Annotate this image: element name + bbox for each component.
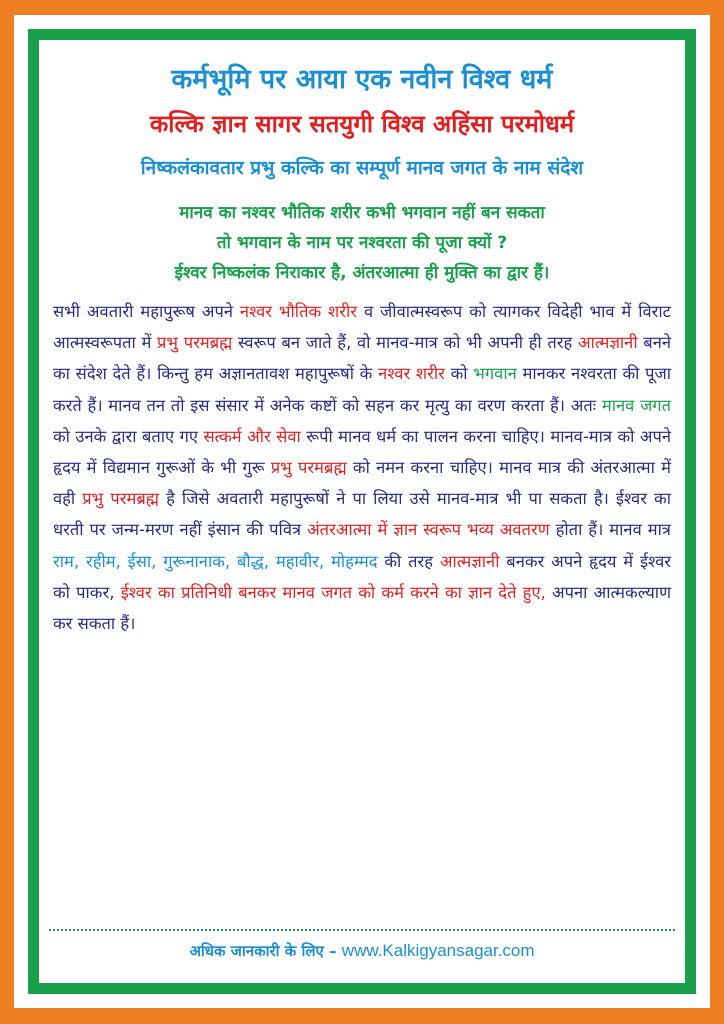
poster-content [49, 50, 675, 975]
headline-new-world-religion: कर्मभूमि पर आया एक नवीन विश्व धर्म [171, 64, 553, 95]
white-border [14, 15, 710, 1008]
footer-divider [49, 929, 675, 931]
body-text-segment: होता हैं। मानव मात्र [549, 520, 671, 540]
subheading-line-1: मानव का नश्वर भौतिक शरीर कभी भगवान नहीं बन सकता [179, 203, 545, 223]
body-text-segment: को [444, 364, 474, 384]
body-highlight: प्रभु परमब्रह्म [82, 489, 159, 509]
body-highlight: नश्वर भौतिक शरीर [239, 302, 358, 321]
subheading-line-2: तो भगवान के नाम पर नश्वरता की पूजा क्यों ? [216, 233, 508, 253]
body-text-segment: सभी अवतारी महापुरूष अपने [53, 302, 240, 321]
body-text-segment: को उनके द्वारा बताए गए [53, 426, 204, 446]
body-highlight: प्रभु परमब्रह्म [157, 333, 233, 353]
body-text-segment: की तरह [377, 551, 440, 571]
body-paragraph [49, 296, 675, 639]
green-frame [28, 29, 696, 994]
body-text-segment: बनकर अपने हृदय में ईश्वर को पाकर, [53, 551, 671, 602]
body-text-segment: अपना आत्मकल्याण कर सकता हैं। [53, 582, 672, 634]
footer-website-link[interactable]: www.Kalkigyansagar.com [341, 941, 535, 960]
subheading [49, 198, 675, 288]
footer-label: अधिक जानकारी के लिए – [189, 942, 337, 960]
body-highlight: आत्मज्ञानी [577, 333, 638, 353]
body-text-segment: व जीवात्मस्वरूप को त्यागकर विदेही भाव में विराट आत्मस्वरूपता में [53, 302, 671, 353]
body-highlight-names: राम, रहीम, ईसा, गुरूनानाक, बौद्ध, महावीर, मोहम्मद [53, 551, 378, 571]
body-text-segment: बनने का संदेश देते हैं। किन्तु हम अज्ञानतावश महापुरूषों के [53, 333, 672, 384]
body-highlight: प्रभु परमब्रह्म [270, 458, 347, 478]
headline-kalki-gyan-sagar: कल्कि ज्ञान सागर सतयुगी विश्व अहिंसा परमोधर्म [149, 110, 575, 138]
body-highlight: मानव जगत [601, 395, 672, 415]
subheading-line-3: ईश्वर निष्कलंक निराकार है, अंतरआत्मा ही मुक्ति का द्वार हैं। [174, 263, 550, 283]
body-text-segment: को नमन करना चाहिए। मानव मात्र की अंतरआत्मा में वही [53, 458, 672, 509]
body-text-segment: है जिसे अवतारी महापुरूषों ने पा लिया उसे मानव-मात्र भी पा सकता है। ईश्वर का धरती पर जन्म-मरण नहीं इंसान की पवित्र [53, 489, 671, 540]
body-text-segment: रूपी मानव धर्म का पालन करना चाहिए। मानव-मात्र को अपने हृदय में विद्यमान गुरूओं के भी गुरू [53, 426, 672, 478]
body-highlight: ईश्वर का प्रतिनिधी बनकर मानव जगत को कर्म करने का ज्ञान देते हुए, [120, 582, 546, 602]
body-highlight: अंतरआत्मा में ज्ञान स्वरूप भव्य अवतरण [307, 520, 550, 540]
body-highlight: सत्कर्म और सेवा [203, 426, 301, 446]
body-highlight: भगवान [473, 364, 517, 384]
body-text-segment: स्वरूप बन जाते हैं, वो मानव-मात्र को भी अपनी ही तरह [232, 333, 578, 353]
footer [49, 941, 675, 961]
body-highlight: आत्मज्ञानी [439, 551, 500, 571]
body-text-segment: मानकर नश्वरता की पूजा करते हैं। मानव तन तो इस संसार में अनेक कष्टों को सहन कर मृत्यु का वरण करता हैं। अतः [53, 364, 672, 415]
body-highlight: नश्वर शरीर [378, 364, 445, 384]
headline-message: निष्कलंकावतार प्रभु कल्कि का सम्पूर्ण मानव जगत के नाम संदेश [140, 157, 584, 179]
